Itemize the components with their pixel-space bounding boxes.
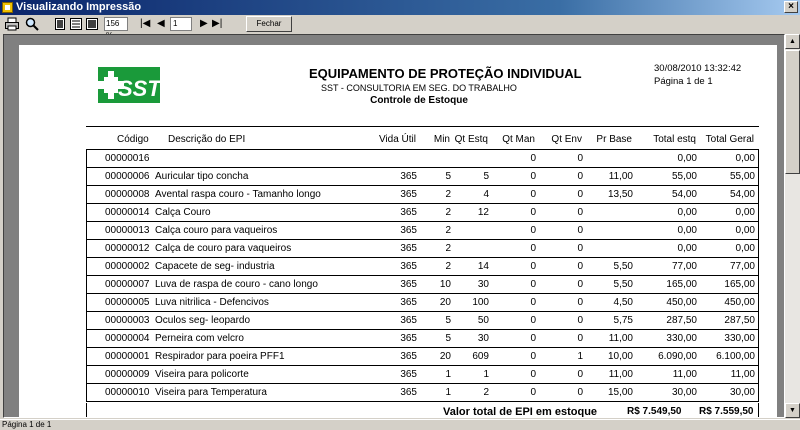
cell-total-geral: 165,00	[724, 279, 755, 290]
col-header-desc: Descrição do EPI	[168, 134, 246, 145]
cell-total-geral: 6.100,00	[716, 351, 755, 362]
cell-vida	[364, 150, 417, 168]
cell-desc: Oculos seg- leopardo	[155, 315, 251, 326]
cell-vida: 365	[400, 315, 417, 326]
window-titlebar	[0, 0, 800, 15]
cell-total-estq: 0,00	[677, 153, 697, 164]
table-header	[86, 131, 759, 149]
cell-qt-man: 0	[530, 279, 536, 290]
cell-code: 00000002	[105, 261, 150, 272]
cell-total-estq: 77,00	[671, 261, 697, 272]
cell-qt-estq: 2	[483, 387, 489, 398]
col-header-code: Código	[117, 134, 149, 145]
cell-total-estq: 0,00	[677, 225, 697, 236]
preview-viewport[interactable]	[3, 34, 785, 418]
cell-min: 10	[439, 279, 451, 290]
full-page-icon[interactable]	[84, 16, 100, 32]
cell-vida: 365	[400, 369, 417, 380]
cell-total-geral: 0,00	[735, 207, 755, 218]
cell-desc: Auricular tipo concha	[155, 171, 249, 182]
cell-qt-estq: 100	[472, 297, 489, 308]
cell-min: 20	[439, 351, 451, 362]
cell-qt-env: 0	[577, 207, 583, 218]
report-title: EQUIPAMENTO DE PROTEÇÃO INDIVIDUAL	[309, 66, 582, 81]
col-header-qt-estq: Qt Estq	[454, 134, 488, 145]
cell-qt-man: 0	[530, 243, 536, 254]
header-divider	[86, 126, 759, 127]
cell-code: 00000013	[105, 225, 150, 236]
cell-pr-base: 5,50	[613, 261, 633, 272]
page-width-icon[interactable]	[68, 16, 84, 32]
cell-total-estq: 0,00	[677, 243, 697, 254]
table-row	[86, 204, 759, 222]
cell-qt-env: 0	[577, 315, 583, 326]
report-page	[19, 45, 777, 418]
table-row	[86, 240, 759, 258]
cell-total-estq: 330,00	[666, 333, 697, 344]
svg-text:SST: SST	[118, 76, 160, 101]
cell-min: 2	[445, 207, 451, 218]
page-number-field[interactable]: 1	[170, 17, 192, 31]
cell-desc: Luva nitrilica - Defencivos	[155, 297, 269, 308]
cell-pr-base: 5,50	[613, 279, 633, 290]
cell-qt-estq: 5	[483, 171, 489, 182]
cell-vida: 365	[400, 207, 417, 218]
zoom-level-field[interactable]: 156	[104, 17, 128, 31]
table-row	[86, 168, 759, 186]
cell-qt-man: 0	[530, 153, 536, 164]
cell-qt-env: 0	[577, 261, 583, 272]
cell-code: 00000004	[105, 333, 150, 344]
cell-qt-estq: 4	[483, 189, 489, 200]
cell-qt-estq: 12	[477, 207, 489, 218]
cell-qt-env: 0	[577, 153, 583, 164]
cell-qt-env: 0	[577, 243, 583, 254]
cell-min: 2	[445, 225, 451, 236]
cell-total-geral: 55,00	[729, 171, 755, 182]
table-row	[86, 312, 759, 330]
report-datetime: 30/08/2010 13:32:42	[654, 63, 742, 74]
cell-qt-man: 0	[530, 225, 536, 236]
next-page-button[interactable]: ▶	[200, 18, 208, 29]
cell-total-geral: 30,00	[729, 387, 755, 398]
table-row	[86, 366, 759, 384]
cell-qt-env: 0	[577, 333, 583, 344]
cell-qt-man: 0	[530, 297, 536, 308]
toolbar	[0, 15, 800, 33]
cell-pr-base	[583, 150, 633, 168]
cell-total-estq: 450,00	[666, 297, 697, 308]
table-row	[86, 258, 759, 276]
cell-total-estq: 11,00	[672, 369, 697, 380]
cell-vida: 365	[400, 351, 417, 362]
window-close-button[interactable]: ×	[784, 1, 798, 13]
cell-desc: Calça couro para vaqueiros	[155, 225, 278, 236]
cell-qt-env: 0	[577, 279, 583, 290]
cell-qt-estq	[451, 150, 489, 168]
col-header-total-estq: Total estq	[653, 134, 696, 145]
cell-total-geral: 330,00	[724, 333, 755, 344]
table-row	[86, 276, 759, 294]
cell-desc: Luva de raspa de couro - cano longo	[155, 279, 318, 290]
cell-qt-estq: 30	[477, 279, 489, 290]
cell-code: 00000010	[105, 387, 150, 398]
scroll-down-icon[interactable]: ▼	[785, 403, 800, 418]
table-row	[86, 348, 759, 366]
table-row	[86, 330, 759, 348]
cell-qt-estq: 1	[483, 369, 489, 380]
cell-total-geral: 54,00	[729, 189, 755, 200]
cell-code: 00000003	[105, 315, 150, 326]
cell-qt-man: 0	[530, 387, 536, 398]
cell-pr-base	[583, 204, 633, 222]
cell-qt-env: 0	[577, 387, 583, 398]
cell-min: 5	[445, 315, 451, 326]
cell-desc: Respirador para poeira PFF1	[155, 351, 285, 362]
cell-pr-base: 11,00	[608, 369, 633, 380]
cell-pr-base: 15,00	[607, 387, 633, 398]
cell-qt-man: 0	[530, 369, 536, 380]
status-bar: Página 1 de 1	[0, 419, 800, 430]
printer-icon[interactable]	[4, 16, 20, 32]
report-section-title: Controle de Estoque	[370, 95, 468, 106]
cell-total-geral: 0,00	[735, 153, 755, 164]
cell-code: 00000007	[105, 279, 150, 290]
col-header-min: Min	[433, 134, 450, 145]
cell-qt-man: 0	[530, 333, 536, 344]
cell-desc: Avental raspa couro - Tamanho longo	[155, 189, 321, 200]
cell-min: 5	[445, 171, 451, 182]
cell-vida: 365	[400, 387, 417, 398]
cell-qt-env: 1	[577, 351, 583, 362]
cell-qt-env: 0	[577, 369, 583, 380]
cell-desc: Perneira com velcro	[155, 333, 244, 344]
cell-qt-man: 0	[530, 315, 536, 326]
cell-code: 00000008	[105, 189, 150, 200]
cell-vida: 365	[400, 171, 417, 182]
cell-qt-estq: 609	[472, 351, 489, 362]
cell-code: 00000006	[105, 171, 150, 182]
cell-desc: Capacete de seg- industria	[155, 261, 275, 272]
table-row	[86, 186, 759, 204]
last-page-button[interactable]: ▶|	[212, 18, 223, 29]
cell-qt-man: 0	[530, 189, 536, 200]
cell-pr-base: 11,00	[608, 171, 633, 182]
cell-total-geral: 77,00	[729, 261, 755, 272]
col-header-pr-base: Pr Base	[596, 134, 632, 145]
first-page-button[interactable]: |◀	[140, 18, 151, 29]
cell-qt-estq	[451, 240, 489, 258]
cell-vida: 365	[400, 189, 417, 200]
footer-total-estq: R$ 7.549,50	[627, 406, 682, 417]
cell-total-estq: 54,00	[671, 189, 697, 200]
sst-logo	[98, 67, 160, 103]
cell-total-estq: 6.090,00	[658, 351, 697, 362]
table-row	[86, 384, 759, 402]
cell-qt-estq: 30	[477, 333, 489, 344]
cell-code: 00000012	[105, 243, 150, 254]
cell-pr-base	[583, 222, 633, 240]
cell-code: 00000016	[105, 153, 150, 164]
cell-min: 1	[445, 387, 451, 398]
cell-vida: 365	[400, 279, 417, 290]
cell-desc: Calça de couro para vaqueiros	[155, 243, 292, 254]
cell-desc: Calça Couro	[155, 207, 211, 218]
cell-total-estq: 165,00	[666, 279, 697, 290]
cell-qt-env: 0	[577, 297, 583, 308]
vertical-scrollbar[interactable]	[785, 34, 800, 418]
cell-min: 2	[445, 189, 451, 200]
cell-total-estq: 0,00	[677, 207, 697, 218]
cell-qt-env: 0	[577, 171, 583, 182]
table-row	[86, 150, 759, 168]
scroll-up-icon[interactable]: ▲	[785, 34, 800, 49]
window-title: Visualizando Impressão	[16, 1, 142, 13]
col-header-qt-env: Qt Env	[551, 134, 582, 145]
cell-code: 00000005	[105, 297, 150, 308]
footer-total-geral: R$ 7.559,50	[699, 406, 754, 417]
cell-total-geral: 287,50	[724, 315, 755, 326]
cell-code: 00000001	[105, 351, 150, 362]
cell-total-geral: 0,00	[735, 243, 755, 254]
cell-vida: 365	[400, 333, 417, 344]
close-button[interactable]: Fechar	[246, 16, 292, 32]
cell-code: 00000014	[105, 207, 150, 218]
cell-min: 5	[445, 333, 451, 344]
cell-qt-man: 0	[530, 261, 536, 272]
cell-qt-estq	[451, 222, 489, 240]
col-header-vida: Vida Útil	[378, 134, 416, 145]
cell-total-geral: 0,00	[735, 225, 755, 236]
cell-min: 1	[445, 369, 451, 380]
cell-qt-man: 0	[530, 351, 536, 362]
cell-qt-env: 0	[577, 189, 583, 200]
col-header-total-geral: Total Geral	[705, 134, 754, 145]
col-header-qt-man: Qt Man	[502, 134, 535, 145]
table-row	[86, 294, 759, 312]
cell-pr-base: 13,50	[607, 189, 633, 200]
cell-qt-env: 0	[577, 225, 583, 236]
zoom-icon[interactable]	[24, 16, 40, 32]
cell-pr-base: 11,00	[608, 333, 633, 344]
table-row	[86, 222, 759, 240]
cell-pr-base: 4,50	[613, 297, 633, 308]
cell-min: 20	[439, 297, 451, 308]
cell-total-geral: 450,00	[724, 297, 755, 308]
cell-qt-estq: 50	[477, 315, 489, 326]
cell-pr-base: 5,75	[613, 315, 633, 326]
footer-label: Valor total de EPI em estoque	[443, 406, 598, 418]
prev-page-button[interactable]: ◀	[157, 18, 165, 29]
scroll-thumb[interactable]	[785, 50, 800, 174]
cell-total-geral: 11,00	[730, 369, 755, 380]
cell-qt-man: 0	[530, 171, 536, 182]
cell-qt-estq: 14	[477, 261, 489, 272]
single-page-icon[interactable]	[52, 16, 68, 32]
cell-vida: 365	[400, 261, 417, 272]
cell-vida: 365	[400, 243, 417, 254]
table-footer	[86, 403, 759, 418]
cell-vida: 365	[400, 225, 417, 236]
app-icon	[2, 2, 13, 13]
report-page-number: Página 1 de 1	[654, 76, 713, 87]
cell-total-estq: 287,50	[666, 315, 697, 326]
cell-code: 00000009	[105, 369, 150, 380]
cell-total-estq: 55,00	[671, 171, 697, 182]
report-subtitle: SST - CONSULTORIA EM SEG. DO TRABALHO	[321, 83, 517, 93]
cell-min: 2	[445, 243, 451, 254]
cell-desc: Viseira para Temperatura	[155, 387, 267, 398]
cell-min: 2	[445, 261, 451, 272]
cell-vida: 365	[400, 297, 417, 308]
cell-pr-base	[583, 240, 633, 258]
cell-qt-man: 0	[530, 207, 536, 218]
cell-desc: Viseira para policorte	[155, 369, 249, 380]
cell-total-estq: 30,00	[671, 387, 697, 398]
cell-pr-base: 10,00	[607, 351, 633, 362]
cell-min	[417, 150, 451, 168]
